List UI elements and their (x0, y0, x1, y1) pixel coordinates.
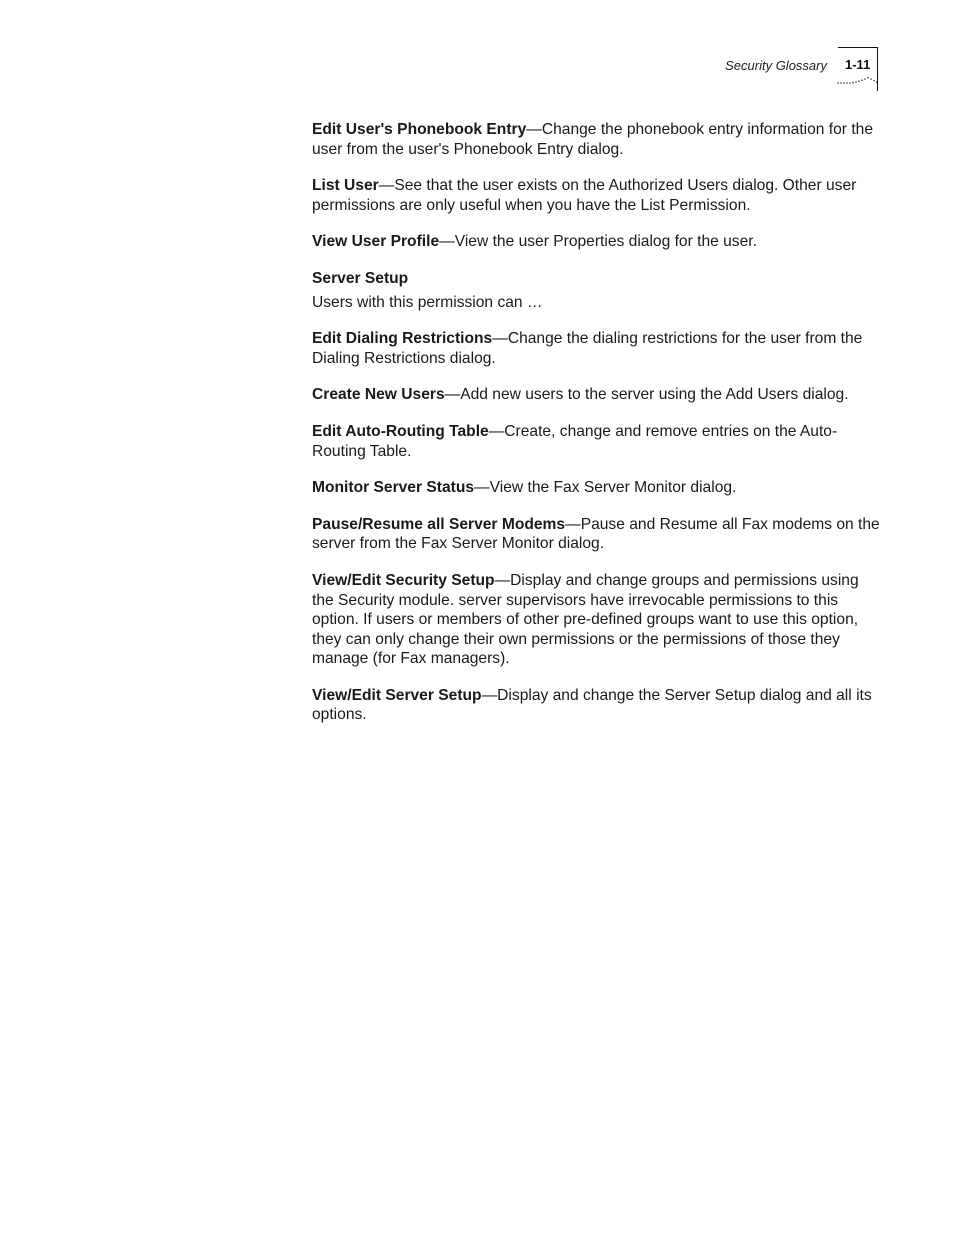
glossary-definition: —Create, change and remove entries on the Auto-Routing Table. (312, 422, 838, 460)
user-permission-entries (312, 120, 884, 252)
glossary-entry (312, 422, 884, 461)
header-rule-horizontal (838, 47, 878, 48)
glossary-term: View User Profile (312, 233, 440, 251)
glossary-term: Edit Dialing Restrictions (312, 330, 493, 348)
section-intro: Users with this permission can … (312, 293, 543, 311)
glossary-entry (312, 571, 884, 669)
glossary-term: Create New Users (312, 386, 445, 404)
glossary-term: Edit User's Phonebook Entry (312, 121, 527, 138)
glossary-definition: —Change the phonebook entry information for the user from the user's Phonebook Entry dialog. (312, 121, 874, 158)
glossary-definition: —View the Fax Server Monitor dialog. (474, 479, 737, 497)
glossary-term: View/Edit Security Setup (312, 571, 495, 589)
glossary-definition: —See that the user exists on the Authorized Users dialog. Other user permissions are only useful when you have the List Permission. (312, 177, 857, 214)
glossary-definition: —Pause and Resume all Fax modems on the server from the Fax Server Monitor dialog. (312, 515, 880, 553)
glossary-term: Edit Auto-Routing Table (312, 422, 489, 440)
glossary-term: View/Edit Server Setup (312, 686, 482, 704)
glossary-entry (312, 686, 884, 725)
glossary-entry (312, 385, 884, 405)
glossary-term: List User (312, 177, 379, 195)
decorative-dots-icon (836, 74, 878, 86)
glossary-definition: —Change the dialing restrictions for the user from the Dialing Restrictions dialog. (312, 330, 863, 367)
glossary-definition: —View the user Properties dialog for the user. (439, 233, 757, 251)
glossary-term: Monitor Server Status (312, 479, 475, 497)
glossary-definition: —Display and change groups and permissions using the Security module. server supervisors have irrevocable permissions to this option. If users or members of other pre-defined groups want to use this option, they can only change their own permissions or the permissions of those they manage (for Fax managers). (312, 571, 859, 668)
glossary-entry (312, 176, 884, 215)
glossary-definition: —Display and change the Server Setup dialog and all its options. (312, 686, 872, 724)
glossary-entry (312, 515, 884, 554)
glossary-term: Pause/Resume all Server Modems (312, 515, 566, 533)
glossary-definition: —Add new users to the server using the Add Users dialog. (444, 386, 849, 404)
page-header (0, 0, 954, 100)
page-number: 1-11 (845, 57, 871, 72)
server-permission-entries (312, 329, 884, 725)
glossary-entry (312, 120, 884, 159)
glossary-entry (312, 232, 884, 252)
glossary-entry (312, 329, 884, 368)
section-heading: Server Setup (312, 269, 409, 287)
glossary-body (312, 120, 884, 742)
running-header-title: Security Glossary (725, 58, 827, 73)
glossary-entry (312, 478, 884, 498)
